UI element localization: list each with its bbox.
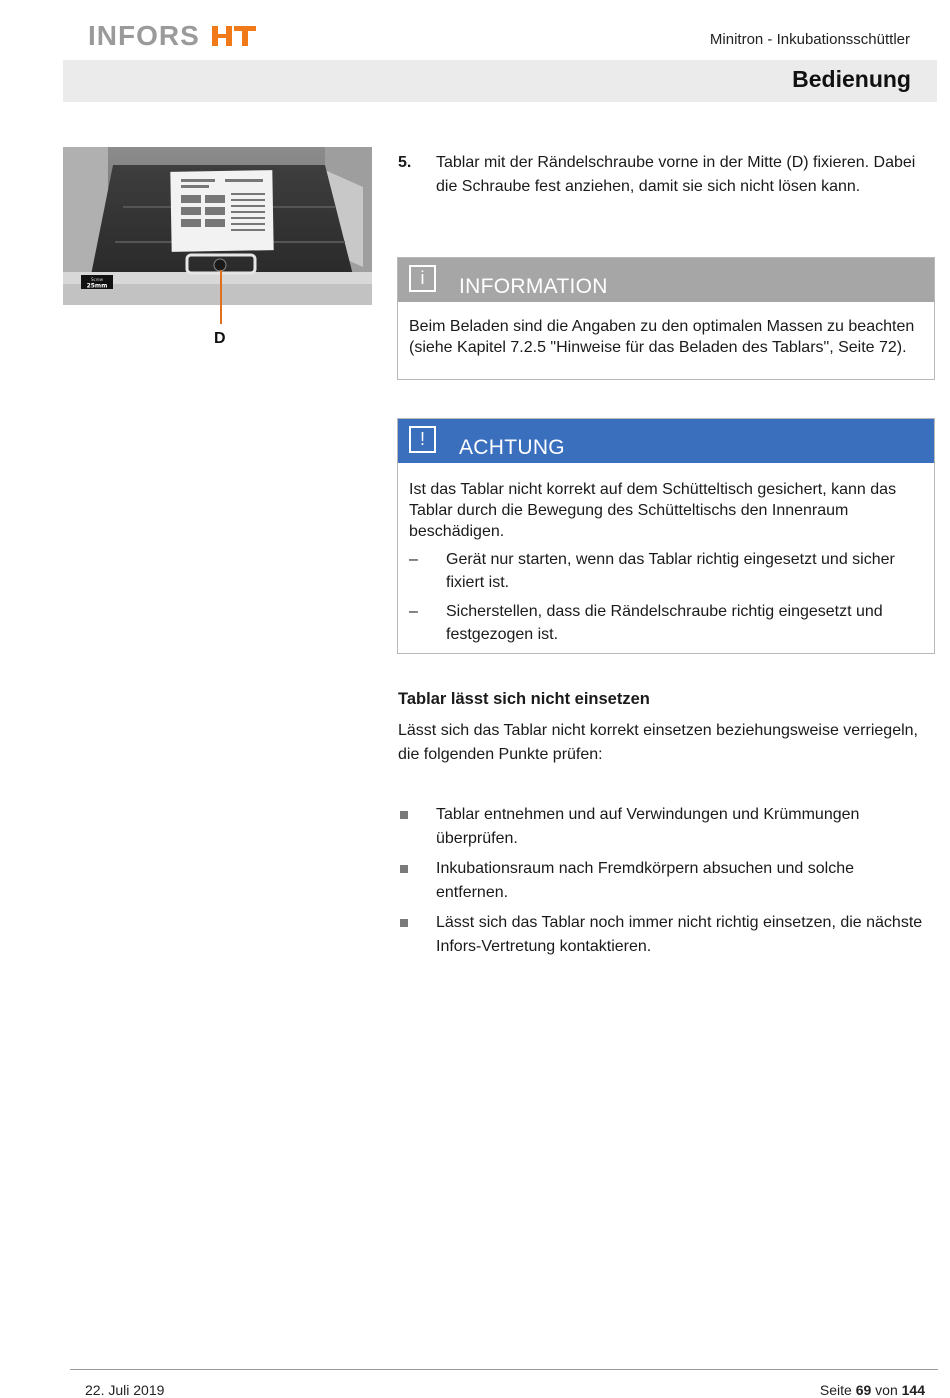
bullet-square-icon: [400, 865, 408, 873]
warning-item-text: Gerät nur starten, wenn das Tablar richtig eingesetzt und sicher fixiert ist.: [446, 551, 895, 591]
step-text: Tablar mit der Rändelschraube vorne in der Mitte (D) fixieren. Dabei die Schraube fest anziehen, damit sie sich nicht lösen kann.: [436, 154, 916, 195]
callout-line: [220, 270, 222, 324]
page-prefix: Seite: [819, 1382, 852, 1398]
warning-text: Ist das Tablar nicht korrekt auf dem Schütteltisch gesichert, kann das Tablar durch die Bewegung des Schütteltischs den Innenraum beschädigen.: [409, 481, 897, 540]
list-item: [398, 803, 928, 850]
list-item-text: Lässt sich das Tablar noch immer nicht richtig einsetzen, die nächste Infors-Vertretung kontaktieren.: [436, 914, 923, 955]
tray-photo: [63, 147, 372, 305]
information-header: [398, 258, 934, 302]
warning-body: [398, 463, 934, 646]
dash-marker: –: [409, 603, 418, 620]
troubleshooting-heading: Tablar lässt sich nicht einsetzen: [398, 690, 650, 708]
information-title: INFORMATION: [459, 275, 608, 298]
warning-box: [397, 418, 935, 654]
warning-item: [409, 548, 923, 594]
warning-item: [409, 600, 923, 646]
list-item: [398, 857, 928, 904]
tag-line2: 25mm: [86, 282, 108, 290]
exclamation-icon: !: [409, 426, 436, 453]
step-number: 5.: [398, 154, 412, 171]
section-title: Bedienung: [792, 66, 911, 92]
information-box: [397, 257, 935, 380]
list-item-text: Inkubationsraum nach Fremdkörpern absuchen und solche entfernen.: [436, 860, 855, 901]
footer-divider: [70, 1369, 938, 1370]
page-separator: von: [875, 1382, 898, 1398]
page-current: 69: [855, 1382, 872, 1398]
troubleshooting-intro: Lässt sich das Tablar nicht korrekt einsetzen beziehungsweise verriegeln, die folgenden Punkte prüfen:: [398, 722, 918, 763]
info-icon: i: [409, 265, 436, 292]
infors-ht-logo: [88, 20, 258, 52]
bullet-square-icon: [400, 811, 408, 819]
warning-title: ACHTUNG: [459, 436, 565, 459]
dash-marker: –: [409, 551, 418, 568]
header-band: [63, 60, 937, 102]
page-number: [820, 1382, 925, 1398]
logo-text: INFORS: [88, 20, 200, 51]
list-item: [398, 911, 928, 958]
step-5: [398, 151, 928, 198]
callout-label-d: D: [214, 330, 226, 347]
warning-header: [398, 419, 934, 463]
troubleshooting-list: [398, 803, 928, 965]
footer-date: 22. Juli 2019: [85, 1382, 165, 1398]
list-item-text: Tablar entnehmen und auf Verwindungen und Krümmungen überprüfen.: [436, 806, 860, 847]
warning-item-text: Sicherstellen, dass die Rändelschraube richtig eingesetzt und festgezogen ist.: [446, 603, 883, 643]
document-title: Minitron - Inkubationsschüttler: [709, 31, 910, 48]
page-total: 144: [901, 1382, 925, 1398]
tag-line1: Screw: [90, 277, 104, 282]
bullet-square-icon: [400, 919, 408, 927]
logo-ht-mark: [210, 24, 258, 48]
information-body: Beim Beladen sind die Angaben zu den optimalen Massen zu beachten (siehe Kapitel 7.2.5 "Hinweise für das Beladen des Tablars", Seite 72).: [409, 318, 915, 356]
